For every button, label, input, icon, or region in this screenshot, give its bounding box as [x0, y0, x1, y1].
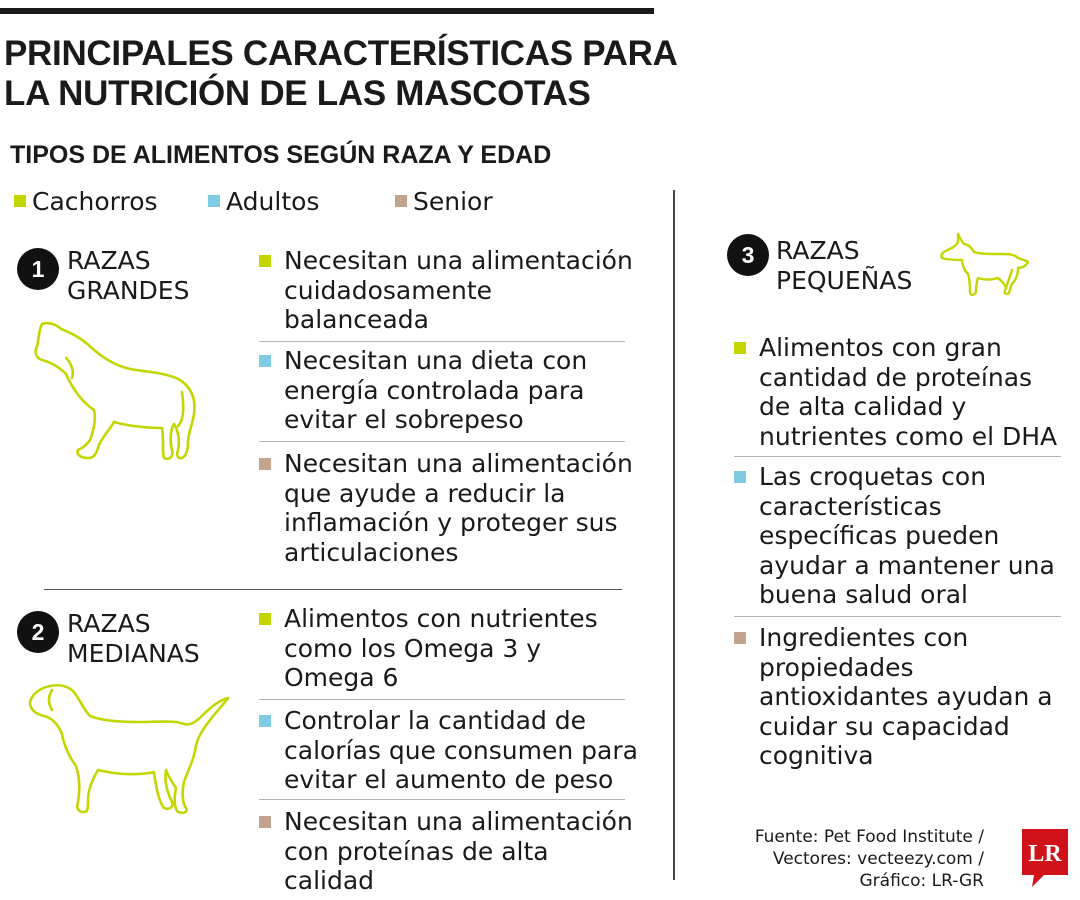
legend-swatch-cachorros [14, 195, 26, 207]
section-1-number-badge: 1 [17, 248, 59, 290]
section-2-item-2-text [259, 706, 638, 795]
text-line: Alimentos con gran [759, 333, 1002, 362]
section-1-item-1 [259, 246, 633, 335]
column-divider [673, 190, 675, 880]
senior-bullet [259, 458, 271, 470]
section-1-item-2-text [259, 346, 619, 435]
item-separator [259, 341, 625, 342]
adultos-bullet [734, 471, 746, 483]
text-line: Necesitan una alimentación [284, 449, 633, 478]
legend-swatch-adultos [208, 195, 220, 207]
section-1-item-3-text [259, 449, 633, 567]
section-3-item-3-text [734, 623, 1069, 771]
cachorros-bullet [259, 255, 271, 267]
section-1-title [67, 246, 189, 306]
text-line: cuidadosamente [284, 275, 492, 305]
item-separator [259, 441, 625, 442]
legend-label-cachorros: Cachorros [32, 187, 158, 216]
legend-item-senior [395, 187, 493, 217]
text-line: que ayude a reducir la [284, 478, 566, 508]
text-line: nutrientes como el DHA [759, 421, 1058, 451]
section-1-item-1-text [259, 246, 633, 335]
item-separator [259, 799, 625, 800]
source-line-3: Gráfico: LR-GR [859, 871, 984, 891]
senior-bullet [259, 816, 271, 828]
section-2-item-1-text [259, 604, 619, 693]
section-3-item-2 [734, 462, 1069, 610]
main-title-line-2: LA NUTRICIÓN DE LAS MASCOTAS [4, 74, 591, 113]
text-line: Ingredientes con [759, 623, 969, 652]
lr-logo [1022, 829, 1068, 887]
source-credits [755, 826, 984, 892]
item-separator [734, 456, 1061, 457]
section-2-title [67, 609, 200, 669]
text-line: evitar el sobrepeso [284, 405, 524, 434]
text-line: específicas pueden [759, 521, 1000, 550]
text-line: buena salud oral [759, 580, 968, 609]
text-line: Alimentos con nutrientes [284, 604, 598, 633]
medium-dog-outline-icon [26, 682, 232, 818]
section-3-title [776, 236, 912, 296]
adultos-bullet [259, 355, 271, 367]
small-dog-outline-icon [938, 230, 1030, 298]
cachorros-bullet [734, 342, 746, 354]
section-1-title-line-2: GRANDES [67, 276, 190, 305]
legend-item-adultos [208, 187, 319, 217]
section-3-item-1 [734, 333, 1069, 451]
text-line: evitar el aumento de peso [284, 765, 614, 794]
text-line: características [759, 491, 942, 521]
top-rule [0, 8, 654, 14]
text-line: antioxidantes ayudan a [759, 682, 1053, 711]
text-line: articulaciones [284, 537, 459, 567]
section-2-item-3 [259, 807, 633, 896]
main-title [4, 34, 684, 114]
section-divider [44, 589, 622, 590]
text-line: Necesitan una alimentación [284, 246, 633, 275]
text-line: Omega 6 [284, 663, 399, 692]
adultos-bullet [259, 715, 271, 727]
large-dog-outline-icon [28, 318, 204, 464]
section-2-title-line-1: RAZAS [67, 609, 151, 638]
section-3-item-2-text [734, 462, 1069, 610]
section-2-item-3-text [259, 807, 633, 896]
text-line: Necesitan una alimentación [284, 807, 633, 836]
section-3-item-1-text [734, 333, 1069, 451]
text-line: ayudar a mantener una [759, 550, 1055, 580]
lr-logo-text: LR [1028, 841, 1062, 867]
item-separator [259, 699, 625, 700]
section-3-title-line-2: PEQUEÑAS [776, 266, 913, 295]
text-line: cognitiva [759, 741, 874, 770]
text-line: balanceada [284, 305, 429, 334]
item-separator [734, 616, 1061, 617]
text-line: Las croquetas con [759, 462, 987, 491]
text-line: calorías que consumen para [284, 735, 638, 765]
text-line: inflamación y proteger sus [284, 508, 618, 537]
section-2-item-2 [259, 706, 638, 795]
text-line: calidad [284, 866, 375, 895]
text-line: como los Omega 3 y [284, 633, 542, 663]
text-line: propiedades [759, 652, 914, 682]
legend-swatch-senior [395, 195, 407, 207]
subtitle: TIPOS DE ALIMENTOS SEGÚN RAZA Y EDAD [10, 141, 552, 169]
text-line: con proteínas de alta [284, 836, 549, 866]
section-1-title-line-1: RAZAS [67, 246, 151, 275]
source-line-2: Vectores: vecteezy.com / [772, 849, 984, 869]
section-2-item-1 [259, 604, 619, 693]
cachorros-bullet [259, 613, 271, 625]
legend-item-cachorros [14, 187, 158, 217]
text-line: de alta calidad y [759, 392, 967, 421]
legend-label-adultos: Adultos [226, 187, 320, 216]
source-line-1: Fuente: Pet Food Institute / [754, 827, 984, 847]
text-line: cuidar su capacidad [759, 711, 1010, 741]
text-line: Controlar la cantidad de [284, 706, 587, 735]
section-2-title-line-2: MEDIANAS [67, 639, 200, 668]
text-line: cantidad de proteínas [759, 362, 1033, 392]
section-3-item-3 [734, 623, 1069, 771]
text-line: energía controlada para [284, 375, 585, 405]
main-title-line-1: PRINCIPALES CARACTERÍSTICAS PARA [4, 34, 678, 73]
text-line: Necesitan una dieta con [284, 346, 588, 375]
section-1-item-3 [259, 449, 633, 567]
section-3-number-badge: 3 [727, 234, 769, 276]
senior-bullet [734, 632, 746, 644]
section-3-title-line-1: RAZAS [776, 236, 860, 265]
section-1-item-2 [259, 346, 619, 435]
section-2-number-badge: 2 [17, 611, 59, 653]
legend-label-senior: Senior [413, 187, 493, 216]
